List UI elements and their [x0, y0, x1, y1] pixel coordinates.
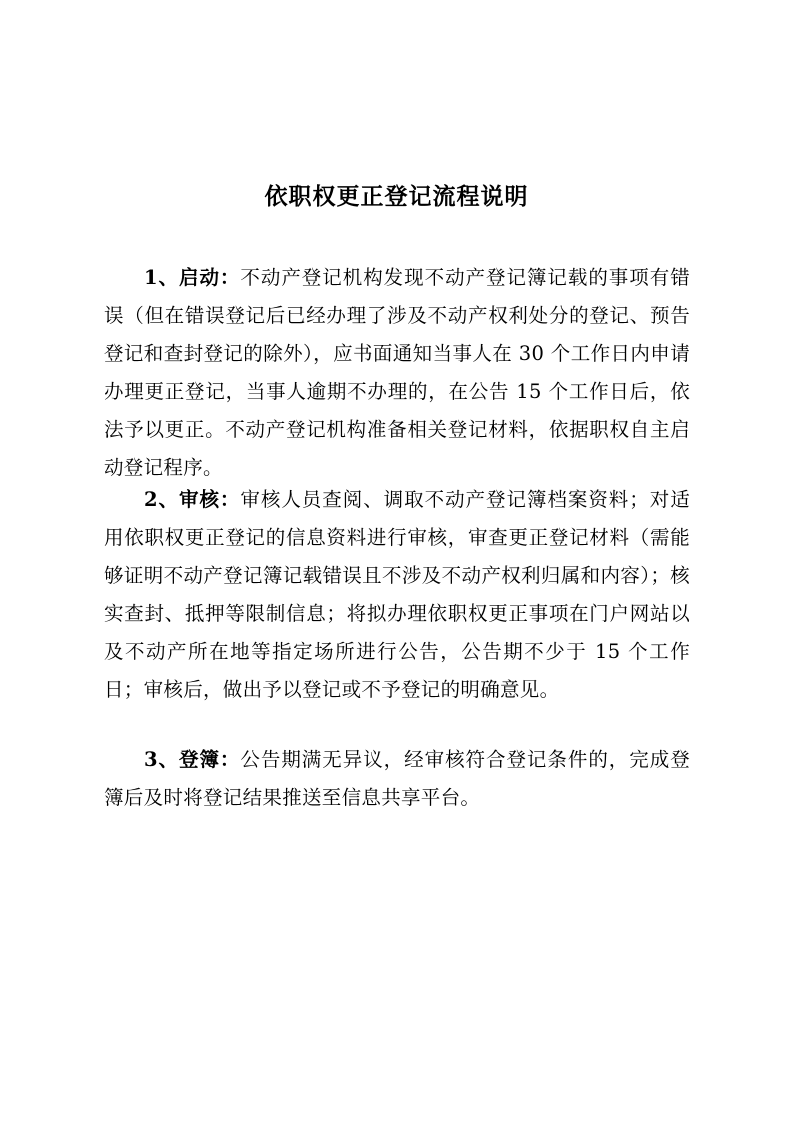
- section-body: 公告期满无异议，经审核符合登记条件的，完成登簿后及时将登记结果推送至信息共享平台。: [104, 748, 690, 809]
- section-start: [104, 259, 690, 487]
- section-body: 审核人员查阅、调取不动产登记簿档案资料；对适用依职权更正登记的信息资料进行审核，审查更正登记材料（需能够证明不动产登记簿记载错误且不涉及不动产权利归属和内容）；核实查封、抵押等限制信息；将拟办理依职权更正事项在门户网站以及不动产所在地等指定场所进行公告，公告期不少于 15 个工作日；审核后，做出予以登记或不予登记的明确意见。: [104, 488, 690, 701]
- section-heading: 3、登簿：: [144, 748, 241, 771]
- document-title: 依职权更正登记流程说明: [264, 183, 529, 210]
- section-register: [104, 741, 690, 817]
- section-heading: 1、启动：: [144, 266, 241, 289]
- section-body: 不动产登记机构发现不动产登记簿记载的事项有错误（但在错误登记后已经办理了涉及不动产权利处分的登记、预告登记和查封登记的除外），应书面通知当事人在 30 个工作日内申请办理更正登记，当事人逾期不办理的，在公告 15 个工作日后，依法予以更正。不动产登记机构准备相关登记材料，依据职权自主启动登记程序。: [104, 266, 690, 479]
- section-review: [104, 481, 690, 709]
- section-heading: 2、审核：: [144, 488, 241, 511]
